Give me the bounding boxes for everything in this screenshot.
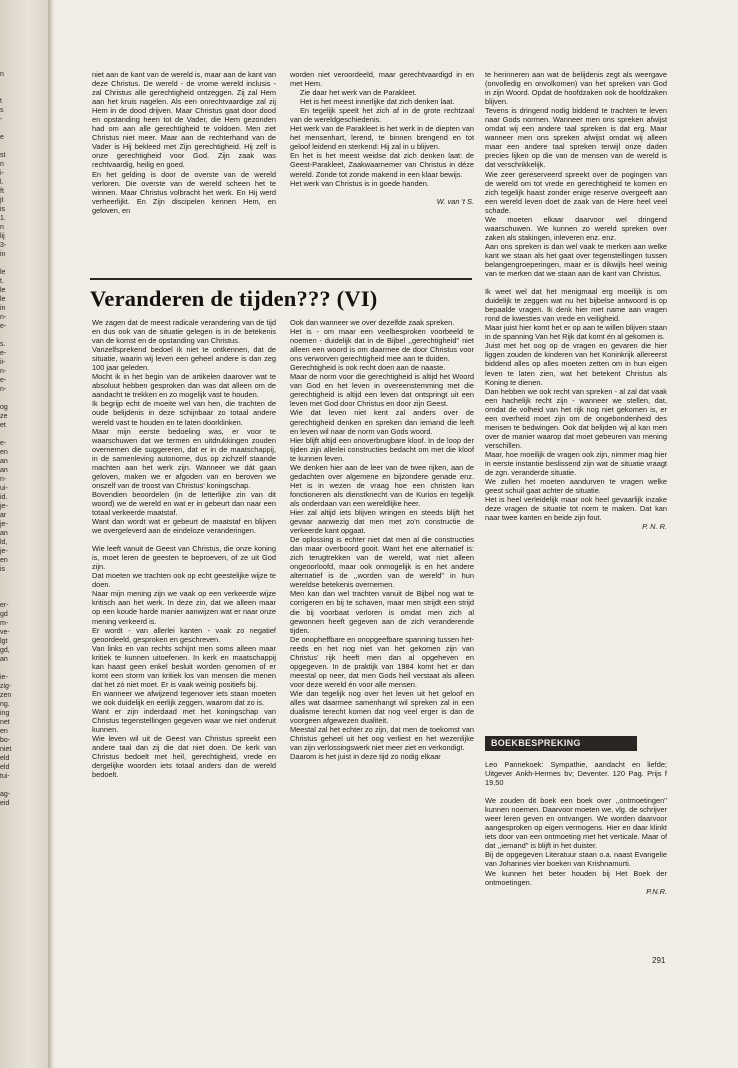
paragraph: Dan hebben we ook recht van spreken - al zal dat vaak een hachelijk recht zijn - wanneer we stellen, dat, omdat de volheid van het rijk nog niet gekomen is, er een overheid moet zijn om de ongebondenheid des mensen te bedwingen. Ook dat belijden wij al kan men over de manier waarop dat moet gebeuren van mening verschillen. (485, 386, 667, 450)
paragraph: Wie dat leven niet kent zal anders over de gerechtigheid denken en spreken dan iemand die leeft en leven wil naar de norm van Gods woord. (290, 408, 474, 436)
author-signature: W. van 't S. (436, 196, 474, 206)
paragraph: Vanzelfsprekend bedoel ik niet te ontkennen, dat de situatie, waarin wij leven een geheel andere is dan zeg 100 jaar geleden. (92, 345, 276, 373)
paragraph: Het werk van Christus is in goede handen. (290, 178, 429, 188)
paragraph: We denken hier aan de leer van de twee rijken, aan de gedachten over algemene en bijzondere genade enz. Het is in wezen de vraag hoe een christen kan fonctioneren als dienstknecht van de Kurios en tegelijk als onderdaan van een wereldlijke heer. (290, 462, 474, 508)
paragraph: Juist met het oog op de vragen en gevaren die hier liggen zouden de kinderen van het Koninkrijk allereerst biddend alles op alles moeten zetten om in hun eigen leven te laten zien, wat het betekent Christus als Koning te dienen. (485, 341, 667, 387)
paragraph: Ook dan wanneer we over dezelfde zaak spreken. (290, 318, 455, 327)
paragraph: Bovendien beoordelen (in de letterlijke zin van dit woord) we de wereld en wat er in gebeurt dan naar een totaal verkeerde maatstaf. (92, 489, 276, 517)
author-signature: P. N. R. (642, 522, 667, 532)
paragraph: Hier blijft altijd een onoverbrugbare kloof. In de loop der tijden zijn allerlei constructies bedacht om met die kloof te kunnen leven. (290, 435, 474, 463)
paragraph: We kunnen het beter houden bij Het Boek der ontmoetingen. (485, 868, 667, 887)
paragraph: Maar mijn eerste bedoeling was, er voor te waarschuwen dat we termen en uitdrukkingen zouden overnemen die suggereren, dat er in de maatschappij, in de samenleving autonome, dus op zichzelf staande machten aan het werk zijn. Wanneer we dát gaan geloven, maken we er afgoden van en beroven we onszelf van de troost van Christus' koningschap. (92, 426, 276, 490)
page-fold (48, 0, 54, 1068)
book-review-column (485, 760, 667, 896)
paragraph: Gerechtigheid is ook recht doen aan de naaste. (290, 363, 446, 373)
previous-page-gutter (0, 0, 49, 1068)
paragraph: En het is het meest weidse dat zich denken laat: de Geest-Parakleet, Zaakwaarnemer van Christus in déze wereld. Zonde tot zonde makend in een klaar bewijs. (290, 151, 474, 179)
paragraph: Hier zal altijd iets blijven wringen en steeds blijft het gevaar aanwezig dat men met zo'n constructie de verkeerde kant opgaat. (290, 507, 474, 536)
section-divider (90, 278, 472, 280)
paragraph: Het is - om maar een veelbesproken voorbeeld te noemen - duidelijk dat in de Bijbel ,,gerechtigheid'' niet alleen een woord is om daarmee de door Christus voor ons verworven gerechtigheid mee aan te duiden. (290, 327, 474, 364)
paragraph: Zie daar het werk van de Parakleet. (300, 88, 417, 98)
paragraph: niet aan de kant van de wereld is, maar aan de kant van deze Christus. De wereld - de vrome wereld inclusis - zal Christus alle gerechtigheid ontzeggen. Zij zal Hem aan het kruis nagelen. Als een onrechtvaardige zal zij Hem in de dood drijven. Maar Christus gaat door dood en opstanding heen tot de Vader, die Hem gezonden had om aan alle gerechtigheid te voldoen. Men ziet Christus niet meer. Maar aan de rechterhand van de Vader is Hij bekleed met Zijn gerechtigheid. Hij zelf is onze gerechtigheid voor God. Zijn zaak was rechtvaardig, heilig en goed. (92, 70, 276, 170)
paragraph: We zagen dat de meest radicale verandering van de tijd en dus ook van de situatie gelegen is in de betekenis van de komst en de opstanding van Christus. (92, 318, 276, 346)
paragraph: Aan ons spreken is dan wel vaak te merken aan welke kant we staan als het gaat over tegenstellingen tussen belangengroeperingen, maar er is dikwijls heel weinig van te merken dat we staan aan de kant van Christus. (485, 241, 667, 279)
paragraph: Mocht ik in het begin van de artikelen daarover wat te absoluut hebben gesproken dan was dat alleen om de aandacht te trekken en zo mogelijk vast te houden. (92, 372, 276, 400)
paragraph: Daarom is het juist in deze tijd zo nodig elkaar (290, 752, 441, 762)
paragraph: Tevens is dringend nodig biddend te trachten te leven naar Gods normen. Wanneer men ons spreken afwijst omdat wij een andere taal spreken is dat erg. Maar wanneer men ons spreken afwijst omdat wij alleen maar een andere taal spreken terwijl onze daden precies lijken op die van de mensen van de wereld is dat verschrikkelijk. (485, 106, 667, 170)
paragraph: Wie zeer gereserveerd spreekt over de pogingen van de wereld om tot vrede en gerechtigheid te komen en zich tegelijk haast zonder enige reserve overgeeft aan een wereld leven doet de zaak van de Here heel veel schade. (485, 169, 667, 215)
paragraph: Wie leven wil uit de Geest van Christus spreekt een andere taal dan zij die dat niet doen. De kerk van Christus bedoelt met heil, gerechtigheid, vrede en dergelijke woorden iets totaal anders dan de wereld bedoelt. (92, 734, 276, 780)
paragraph: Dat moeten we trachten ook op echt geestelijke wijze te doen. (92, 571, 276, 590)
author-signature: P.N.R. (646, 886, 667, 896)
paragraph: We zullen het moeten aandurven te vragen welke geest schuil gaat achter de situatie. (485, 477, 667, 496)
paragraph: Ik begrijp echt de moeite wel van hen, die trachten de oude belijdenis in deze schijnbaar zo totaal andere wereld vast te houden en te laten doorklinken. (92, 399, 276, 427)
paragraph: We moeten elkaar daarvoor wel dringend waarschuwen. We kunnen zo wereld spreken over zaken als stakingen, inleveren enz. enz. (485, 214, 667, 242)
article-column-left (92, 318, 276, 779)
article-column-right (485, 70, 667, 531)
paragraph: Naar mijn mening zijn we vaak op een verkeerde wijze kritisch aan het werk. In deze zin, dat we alleen maar op een koude harde manier aanwijzen wat er naar onze mening verkeerd is. (92, 589, 276, 626)
paragraph: Maar, hoe moeilijk de vragen ook zijn, nimmer mag hier in eerste instantie beslissend zijn wat de situatie vraagt de zgn. veranderde situatie. (485, 449, 667, 478)
paragraph: Bij de opgegeven Literatuur staan o.a. naast Evangelie van Johannes vier boeken van Krishnamurti. (485, 850, 667, 869)
paragraph: Maar juist hier komt het er op aan te willen blijven staan in de spanning Van het Rijk dat komt én al gekomen is. (485, 323, 667, 342)
paragraph: Want er zijn inderdaad met het koningschap van Christus tegenstellingen gegeven waar we niet onderuit kunnen. (92, 706, 276, 735)
gutter-text-fragments: n t s - e st n i- l. ft jt is 1. n lij 3- in le t. le le in n- e- s. e- ii- n- e- n- og ze et e- en an an n- ui- id. je- ar je- an ld, je- en is er- gd m- ve- lgt gd, an ie- zig- zen ng. ing net en bo- niet eld eld tui- ag- eid (0, 71, 12, 807)
paragraph: worden niet veroordeeld, maar gerechtvaardigd in en met Hem. (290, 70, 474, 89)
paragraph: Meestal zal het echter zo zijn, dat men de toekomst van Christus geheel uit het oog verliest en het wezenlijke van zijn verlossingswerk niet meer ziet en verkondigt. (290, 725, 474, 753)
paragraph: Maar de norm voor die gerechtigheid is altijd het Woord van God en het leven in overeenstemming met die gerechtigheid is altijd een leven dat ontspringt uit een leven met God door Christus en door zijn Geest. (290, 372, 474, 409)
paragraph: te herinneren aan wat de belijdenis zegt als weergave (onvolledig en onvolkomen) van het spreken van God in zijn Woord. Opdat de hoofdzaken ook de hoofdzaken blijven. (485, 70, 667, 107)
paragraph: De onopheffbare en onopgeefbare spanning tussen het-reeds en het nog niet van het gekomen zijn van Christus' rijk heeft men dan al opgeheven en opgegeven. In de praktijk van 1984 komt het er dan meestal op neer, dat men Gods heil verstaat als alleen voor deze wereld én voor alle mensen. (290, 634, 474, 689)
paragraph: Ik weet wel dat het menigmaal erg moeilijk is om duidelijk te zeggen wat nu het bijbelse antwoord is op bepaalde vragen. Ik denk hier met name aan vragen rond de kwesties van vrede en veiligheid. (485, 287, 667, 324)
paragraph: Men kan dan wel trachten vanuit de Bijbel nog wat te corrigeren en bij te schaven, maar men strijdt een strijd die bij voorbaat verloren is omdat men zich al gewonnen heeft gegeven aan de zich veranderende tijden. (290, 589, 474, 635)
paragraph: Van links en van rechts schijnt men soms alleen maar kritiek te kunnen uitoefenen. In kerk en maatschappij kan haast geen enkel besluit worden genomen of er komt een storm van kritiek los van mensen die menen dat het zó niet moet. Er is vaak weinig positiefs bij. (92, 643, 276, 689)
paragraph: En het gelding is door de overste van de wereld verloren. Die overste van de wereld scheen het te winnen. Maar Christus volbracht het werk. En Hij werd verheerlijkt. En Zijn discipelen kennen Hem, en geloven, en (92, 169, 276, 215)
paragraph: En tegelijk speelt het zich af in de grote rechtzaal van de wereldgeschiedenis. (290, 106, 474, 125)
paragraph: Wie leeft vanuit de Geest van Christus, die onze koning is, moet leren de geesten te beproeven, of ze uit God zijn. (92, 544, 276, 572)
article-headline: Veranderen de tijden??? (VI) (90, 286, 378, 311)
paragraph: Het is het meest innerlijke dat zich denken laat. (300, 97, 455, 107)
paragraph: Het is heel verleidelijk maar ook heel gevaarlijk inzake deze vragen de situatie tot norm te maken. Dat kan naar twee kanten en beide zijn fout. (485, 495, 667, 523)
article-column-middle (290, 318, 474, 761)
top-column-1 (92, 70, 276, 215)
book-citation: Leo Pannekoek: Sympathie, aandacht en liefde; Uitgever Ankh-Hermes bv; Deventer. 120 Pag. Prijs f 19,50 (485, 760, 667, 788)
paragraph: We zouden dit boek een boek over ,,ontmoetingen'' kunnen noemen. Daarvoor moeten we, vlg. de schrijver weer leren geven en ontvangen. We worden daarvoor aangesproken op eigen vermogens. Hier en daar klinkt iets door van een ontmoeting met het verticale. Maar of dat ,,iemand'' is blijft in het duister. (485, 796, 667, 851)
paragraph: En wanneer we afwijzend tegenover iets staan moeten we ook duidelijk en eerlijk zeggen, waarom dat zo is. (92, 688, 276, 707)
paragraph: Wie dan tegelijk nog over het leven uit het geloof en alles wat daarmee samenhangt wil spreken zal in een dualisme terecht komen dat nog veel erger is dan de voorgeen afgewezen dualiteit. (290, 688, 474, 726)
paragraph: De oplossing is echter niet dat men al die constructies dan maar overboord gooit. Want het ene alternatief is: zich terugtrekken van de wereld, wat niet alleen ongeoorloofd, maar ook onmogelijk is en het andere alternatief is de ,,worden van de wereld'' in hun wereldse betekenis overnemen. (290, 535, 474, 590)
book-review-heading: BOEKBESPREKING (485, 736, 637, 751)
paragraph: Het werk van de Parakleet is het werk in de diepten van het mensenhart, lerend, te binnen brengend en tot geloof leidend en sterkend: Hij zal in u blijven. (290, 124, 474, 152)
top-column-2 (290, 70, 474, 206)
paragraph: Er wordt - van allerlei kanten - vaak zo negatief geoordeeld, gesproken en geschreven. (92, 625, 276, 644)
paragraph: Want dan wordt wat er gebeurt de maatstaf en blijven we overgeleverd aan de eindeloze veranderingen. (92, 517, 276, 536)
page-number: 291 (652, 956, 666, 965)
